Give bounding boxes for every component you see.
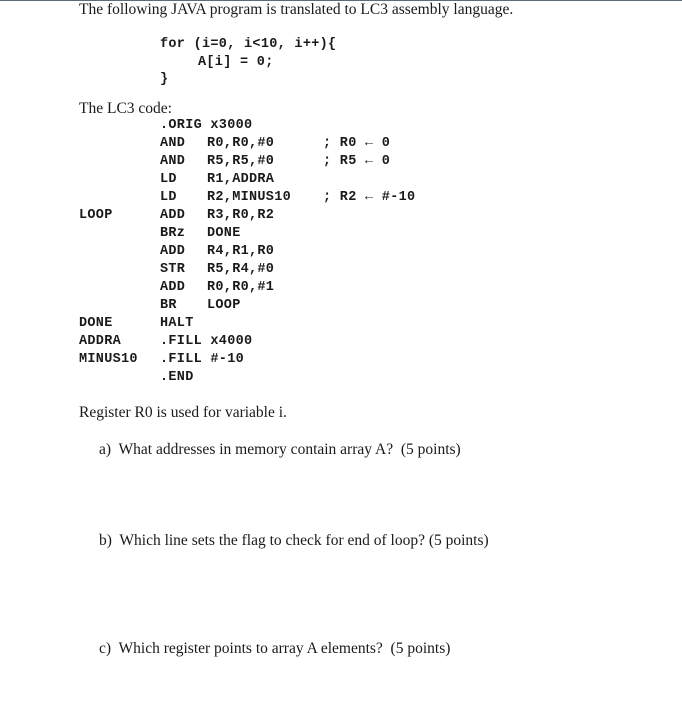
java-line-2: A[i] = 0; (198, 55, 274, 70)
java-line-3: } (160, 72, 169, 87)
code-op: LD (160, 172, 177, 187)
code-op: ADD (160, 244, 186, 259)
java-line-1: for (i=0, i<10, i++){ (160, 37, 337, 52)
code-op: .FILL x4000 (160, 334, 253, 349)
code-arg: LOOP (207, 298, 241, 313)
code-comment: ; R5 ← 0 (323, 154, 391, 169)
code-label: DONE (79, 316, 113, 331)
question-a: a) What addresses in memory contain array A? (5 points) (99, 441, 461, 458)
code-arg: R2,MINUS10 (207, 190, 292, 205)
code-arg: R5,R4,#0 (207, 262, 275, 277)
register-note: Register R0 is used for variable i. (79, 404, 287, 421)
code-op: AND (160, 136, 186, 151)
intro-text: The following JAVA program is translated to LC3 assembly language. (79, 1, 514, 18)
code-op: BR (160, 298, 177, 313)
code-arg: R5,R5,#0 (207, 154, 275, 169)
code-op: ADD (160, 208, 186, 223)
code-arg: R4,R1,R0 (207, 244, 275, 259)
code-label: LOOP (79, 208, 113, 223)
lc3-heading: The LC3 code: (79, 100, 172, 117)
code-op: BRz (160, 226, 186, 241)
question-b: b) Which line sets the flag to check for end of loop? (5 points) (99, 532, 489, 549)
code-op: STR (160, 262, 186, 277)
code-arg: R3,R0,R2 (207, 208, 275, 223)
code-op: ADD (160, 280, 186, 295)
code-arg: R1,ADDRA (207, 172, 275, 187)
code-arg: DONE (207, 226, 241, 241)
code-op: AND (160, 154, 186, 169)
code-arg: R0,R0,#1 (207, 280, 275, 295)
code-comment: ; R2 ← #-10 (323, 190, 416, 205)
code-op: .END (160, 370, 194, 385)
code-op: HALT (160, 316, 194, 331)
code-op: LD (160, 190, 177, 205)
question-c: c) Which register points to array A elements? (5 points) (99, 640, 451, 657)
code-label: ADDRA (79, 334, 122, 349)
code-label: MINUS10 (79, 352, 138, 367)
code-comment: ; R0 ← 0 (323, 136, 391, 151)
code-op: .FILL #-10 (160, 352, 245, 367)
code-op: .ORIG x3000 (160, 118, 253, 133)
code-arg: R0,R0,#0 (207, 136, 275, 151)
